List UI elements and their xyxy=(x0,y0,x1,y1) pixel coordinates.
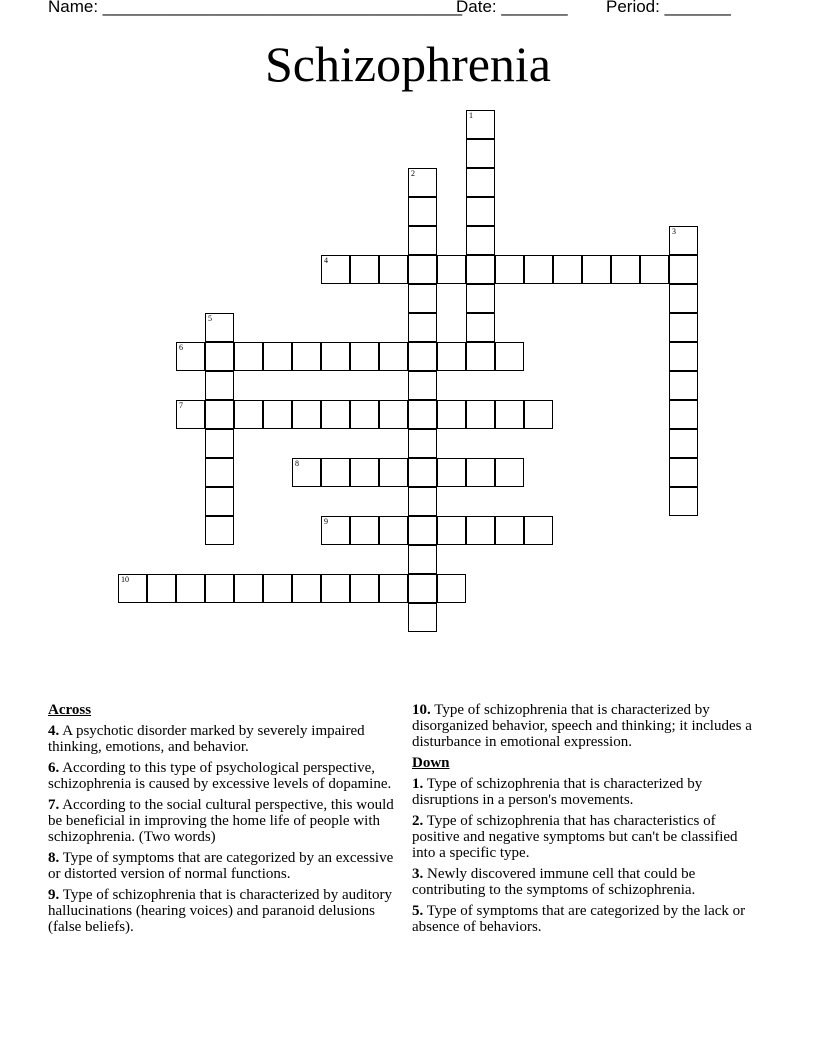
crossword-cell[interactable] xyxy=(350,516,379,545)
crossword-cell[interactable] xyxy=(495,516,524,545)
crossword-cell[interactable] xyxy=(408,313,437,342)
clue-item-number: 6. xyxy=(48,760,60,776)
crossword-cell[interactable] xyxy=(234,574,263,603)
clue-item-number: 5. xyxy=(412,903,424,919)
crossword-cell[interactable] xyxy=(524,255,553,284)
name-field[interactable]: Name: ______________________________________ xyxy=(48,0,463,16)
crossword-cell[interactable] xyxy=(379,400,408,429)
crossword-cell[interactable] xyxy=(437,516,466,545)
crossword-cell[interactable] xyxy=(176,574,205,603)
crossword-cell[interactable] xyxy=(408,168,437,197)
crossword-cell[interactable] xyxy=(466,255,495,284)
crossword-cell[interactable] xyxy=(408,545,437,574)
down-clue-list xyxy=(412,776,764,935)
crossword-cell[interactable] xyxy=(466,110,495,139)
crossword-cell[interactable] xyxy=(524,400,553,429)
crossword-cell[interactable] xyxy=(669,284,698,313)
clue-item-text: Type of schizophrenia that is characterized by auditory hallucinations (hearing voices) and paranoid delusions (false beliefs). xyxy=(48,887,392,935)
clue-number: 1 xyxy=(469,111,473,120)
crossword-cell[interactable] xyxy=(263,400,292,429)
period-field[interactable]: Period: _______ xyxy=(606,0,731,16)
crossword-cell[interactable] xyxy=(466,458,495,487)
crossword-cell[interactable] xyxy=(408,226,437,255)
crossword-cell[interactable] xyxy=(408,284,437,313)
crossword-cell[interactable] xyxy=(205,516,234,545)
crossword-cell[interactable] xyxy=(350,342,379,371)
clue-item-text: Type of symptoms that are categorized by the lack or absence of behaviors. xyxy=(412,903,746,935)
crossword-cell[interactable] xyxy=(205,458,234,487)
crossword-cell[interactable] xyxy=(350,574,379,603)
crossword-cell[interactable] xyxy=(321,516,350,545)
clue-item-number: 7. xyxy=(48,797,60,813)
crossword-cell[interactable] xyxy=(379,255,408,284)
crossword-cell[interactable] xyxy=(466,197,495,226)
crossword-cell[interactable] xyxy=(408,400,437,429)
clue-number: 6 xyxy=(179,343,183,352)
crossword-cell[interactable] xyxy=(176,342,205,371)
crossword-cell[interactable] xyxy=(321,400,350,429)
crossword-cell[interactable] xyxy=(669,371,698,400)
crossword-cell[interactable] xyxy=(669,313,698,342)
crossword-cell[interactable] xyxy=(408,342,437,371)
clue-item-text: Type of schizophrenia that has characteristics of positive and negative symptoms but can't be classified into a specific type. xyxy=(412,813,738,861)
clue-item xyxy=(412,866,764,898)
crossword-cell[interactable] xyxy=(205,429,234,458)
crossword-cell[interactable] xyxy=(350,255,379,284)
crossword-cell[interactable] xyxy=(495,342,524,371)
crossword-cell[interactable] xyxy=(408,603,437,632)
crossword-cell[interactable] xyxy=(408,197,437,226)
crossword-cell[interactable] xyxy=(205,400,234,429)
crossword-cell[interactable] xyxy=(408,371,437,400)
clue-item xyxy=(48,850,404,882)
crossword-cell[interactable] xyxy=(437,400,466,429)
crossword-cell[interactable] xyxy=(466,342,495,371)
clue-number: 10 xyxy=(121,575,129,584)
crossword-cell[interactable] xyxy=(379,516,408,545)
crossword-cell[interactable] xyxy=(408,458,437,487)
clues-right-column xyxy=(412,702,764,940)
clue-item-text: Type of schizophrenia that is characterized by disorganized behavior, speech and thinking; it includes a disturbance in emotional expression. xyxy=(412,702,752,750)
clue-item xyxy=(412,702,764,750)
clue-item-number: 4. xyxy=(48,723,60,739)
crossword-cell[interactable] xyxy=(292,400,321,429)
crossword-cell[interactable] xyxy=(640,255,669,284)
clue-number: 7 xyxy=(179,401,183,410)
clues-left-column xyxy=(48,702,404,940)
crossword-cell[interactable] xyxy=(437,574,466,603)
crossword-cell[interactable] xyxy=(669,429,698,458)
crossword-cell[interactable] xyxy=(437,255,466,284)
crossword-cell[interactable] xyxy=(466,226,495,255)
clue-number: 3 xyxy=(672,227,676,236)
crossword-cell[interactable] xyxy=(205,487,234,516)
crossword-cell[interactable] xyxy=(466,516,495,545)
crossword-cell[interactable] xyxy=(292,342,321,371)
across-clue-list xyxy=(48,723,404,935)
crossword-cell[interactable] xyxy=(263,342,292,371)
crossword-cell[interactable] xyxy=(524,516,553,545)
clue-item-number: 10. xyxy=(412,702,431,718)
clue-item xyxy=(412,903,764,935)
crossword-cell[interactable] xyxy=(466,400,495,429)
crossword-cell[interactable] xyxy=(611,255,640,284)
crossword-cell[interactable] xyxy=(379,458,408,487)
clue-item xyxy=(48,887,404,935)
clue-item-text: According to the social cultural perspective, this would be beneficial in improving the home life of people with schizophrenia. (Two words) xyxy=(48,797,394,845)
crossword-cell[interactable] xyxy=(292,458,321,487)
crossword-cell[interactable] xyxy=(379,574,408,603)
crossword-cell[interactable] xyxy=(205,574,234,603)
clue-number: 9 xyxy=(324,517,328,526)
crossword-cell[interactable] xyxy=(234,342,263,371)
clue-item-text: Type of schizophrenia that is characterized by disruptions in a person's movements. xyxy=(412,776,703,808)
crossword-cell[interactable] xyxy=(466,168,495,197)
crossword-cell[interactable] xyxy=(669,342,698,371)
crossword-cell[interactable] xyxy=(292,574,321,603)
crossword-cell[interactable] xyxy=(495,400,524,429)
clue-number: 2 xyxy=(411,169,415,178)
crossword-cell[interactable] xyxy=(408,516,437,545)
page-title: Schizophrenia xyxy=(264,36,551,92)
crossword-cell[interactable] xyxy=(437,342,466,371)
crossword-cell[interactable] xyxy=(321,458,350,487)
clue-item-number: 3. xyxy=(412,866,424,882)
crossword-cell[interactable] xyxy=(466,139,495,168)
date-field[interactable]: Date: _______ xyxy=(456,0,568,16)
clue-item-number: 1. xyxy=(412,776,424,792)
crossword-cell[interactable] xyxy=(582,255,611,284)
clue-item-text: A psychotic disorder marked by severely impaired thinking, emotions, and behavior. xyxy=(48,723,365,755)
clue-item xyxy=(412,813,764,861)
crossword-cell[interactable] xyxy=(669,487,698,516)
clue-item-number: 9. xyxy=(48,887,60,903)
across-clue-list-continued xyxy=(412,702,764,750)
crossword-cell[interactable] xyxy=(466,284,495,313)
clue-item-number: 2. xyxy=(412,813,424,829)
crossword-cell[interactable] xyxy=(350,400,379,429)
clue-number: 8 xyxy=(295,459,299,468)
crossword-cell[interactable] xyxy=(205,342,234,371)
clue-item xyxy=(48,760,404,792)
crossword-cell[interactable] xyxy=(205,313,234,342)
crossword-cell[interactable] xyxy=(147,574,176,603)
crossword-cell[interactable] xyxy=(321,574,350,603)
crossword-cell[interactable] xyxy=(495,255,524,284)
clue-number: 5 xyxy=(208,314,212,323)
crossword-cell[interactable] xyxy=(118,574,147,603)
clue-number: 4 xyxy=(324,256,328,265)
crossword-cell[interactable] xyxy=(669,458,698,487)
clue-item-text: According to this type of psychological perspective, schizophrenia is caused by excessive levels of dopamine. xyxy=(48,760,392,792)
crossword-cell[interactable] xyxy=(379,342,408,371)
clue-item xyxy=(412,776,764,808)
crossword-cell[interactable] xyxy=(669,226,698,255)
crossword-cell[interactable] xyxy=(263,574,292,603)
crossword-cell[interactable] xyxy=(495,458,524,487)
clue-item-text: Newly discovered immune cell that could be contributing to the symptoms of schizophrenia. xyxy=(412,866,696,898)
clue-item-text: Type of symptoms that are categorized by an excessive or distorted version of normal functions. xyxy=(48,850,394,882)
crossword-cell[interactable] xyxy=(437,458,466,487)
crossword-cell[interactable] xyxy=(408,255,437,284)
across-heading: Across xyxy=(48,702,92,718)
crossword-cell[interactable] xyxy=(669,400,698,429)
crossword-cell[interactable] xyxy=(669,255,698,284)
crossword-cell[interactable] xyxy=(408,487,437,516)
crossword-cell[interactable] xyxy=(321,255,350,284)
down-heading: Down xyxy=(412,755,450,771)
crossword-cell[interactable] xyxy=(321,342,350,371)
crossword-cell[interactable] xyxy=(408,429,437,458)
clue-item xyxy=(48,797,404,845)
crossword-cell[interactable] xyxy=(553,255,582,284)
crossword-cell[interactable] xyxy=(205,371,234,400)
crossword-cell[interactable] xyxy=(176,400,205,429)
clue-item-number: 8. xyxy=(48,850,60,866)
crossword-cell[interactable] xyxy=(350,458,379,487)
crossword-cell[interactable] xyxy=(466,313,495,342)
crossword-cell[interactable] xyxy=(234,400,263,429)
clue-item xyxy=(48,723,404,755)
crossword-cell[interactable] xyxy=(408,574,437,603)
